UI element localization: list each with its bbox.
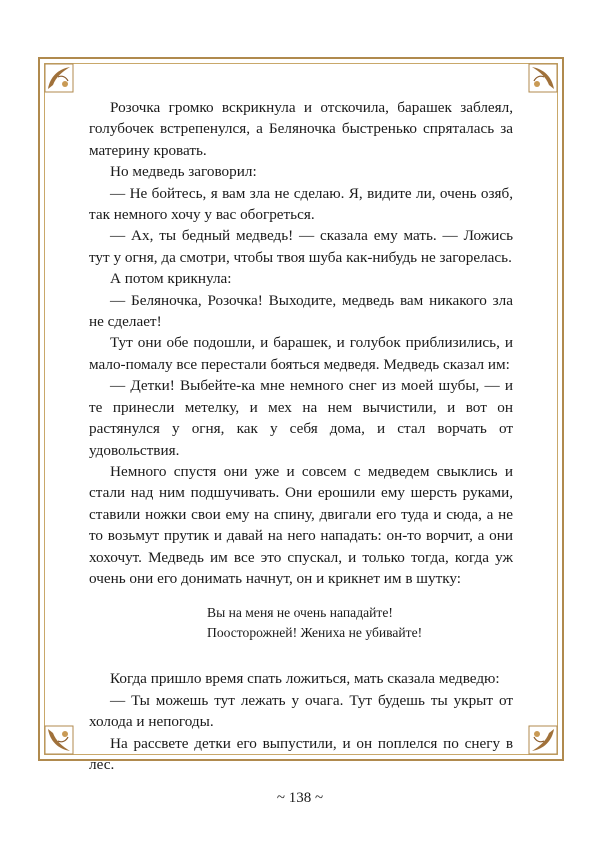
story-text (89, 97, 513, 775)
poem (89, 603, 513, 642)
corner-ornament-icon (44, 63, 74, 93)
poem-line: Вы на меня не очень нападайте! (207, 605, 393, 621)
paragraph: Немного спустя они уже и совсем с медведем свыклись и стали над ним подшучивать. Они ерошили ему шерсть руками, ставили ножки свои ему на спину, двигали его туда и сюда, а не то возьмут прутик и давай на него нападать: он-то ворчит, а они хохочут. Медведь им все это спускал, и только тогда, когда уж очень они его донимать начнут, он и крикнет им в шутку: (89, 462, 513, 587)
page-number: ~ 138 ~ (276, 790, 324, 806)
corner-ornament-icon (44, 725, 74, 755)
corner-ornament-icon (528, 63, 558, 93)
paragraph: — Ты можешь тут лежать у очага. Тут будешь ты укрыт от холода и непогоды. (89, 691, 513, 731)
paragraph: — Ах, ты бедный медведь! — сказала ему мать. — Ложись тут у огня, да смотри, чтобы твоя шуба как-нибудь не загорелась. (89, 227, 513, 266)
paragraph: — Не бойтесь, я вам зла не сделаю. Я, видите ли, очень озяб, так немного хочу у вас обогреться. (89, 184, 513, 224)
paragraph: Розочка громко вскрикнула и отскочила, барашек заблеял, голубочек встрепенулся, а Беляночка быстренько спряталась за материну кровать. (89, 99, 513, 159)
paragraph: Тут они обе подошли, и барашек, и голубок приблизились, и мало-помалу все перестали бояться медведя. Медведь сказал им: (89, 334, 513, 373)
paragraph: А потом крикнула: (110, 270, 232, 288)
paragraph: Но медведь заговорил: (110, 163, 257, 181)
paragraph: — Детки! Выбейте-ка мне немного снег из моей шубы, — и те принесли метелку, и мех на нем вычистили, и вот он растянулся у огня, как у себя дома, и стал ворчать от удовольствия. (89, 377, 513, 459)
paragraph: На рассвете детки его выпустили, и он поплелся по снегу в лес. (89, 734, 513, 773)
poem-line: Поосторожней! Жениха не убивайте! (207, 624, 423, 640)
paragraph: — Беляночка, Розочка! Выходите, медведь вам никакого зла не сделает! (89, 291, 513, 331)
corner-ornament-icon (528, 725, 558, 755)
paragraph: Когда пришло время спать ложиться, мать сказала медведю: (110, 670, 500, 688)
